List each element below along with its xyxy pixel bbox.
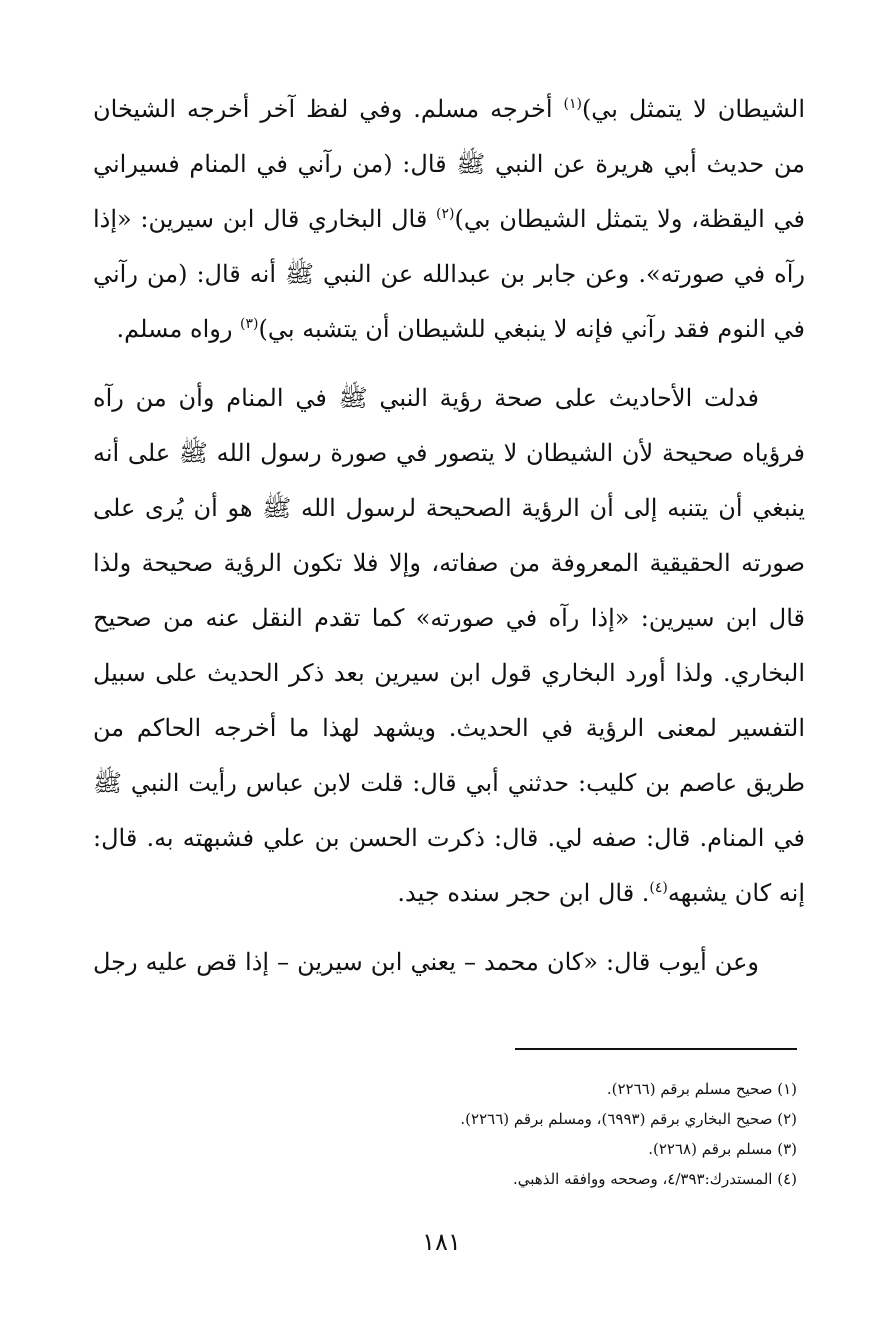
footnotes-list [97, 1074, 797, 1194]
footnote-1: (١) صحيح مسلم برقم (٢٢٦٦). [606, 1080, 797, 1098]
text-segment: فدلت الأحاديث على صحة رؤية النبي ﷺ في المنام وأن من رآه فرؤياه صحيحة لأن الشيطان لا يتصور في صورة رسول الله ﷺ على أنه ينبغي أن يتنبه إلى أن الرؤية الصحيحة لرسول الله ﷺ هو أن يُرى على صورته الحقيقية المعروفة من صفاته، وإلا فلا تكون الرؤية صحيحة ولذا قال ابن سيرين: «إذا رآه في صورته» كما تقدم النقل عنه من صحيح البخاري. ولذا أورد البخاري قول ابن سيرين بعد ذكر الحديث على سبيل التفسير لمعنى الرؤية في الحديث. ويشهد لهذا ما أخرجه الحاكم من طريق عاصم بن كليب: حدثني أبي قال: قلت لابن عباس رأيت النبي ﷺ في المنام. قال: صفه لي. قال: ذكرت الحسن بن علي فشبهته به. قال: إنه كان يشبهه [93, 384, 805, 907]
footnote-ref-2: (٢) [436, 206, 455, 222]
main-text [93, 82, 805, 990]
page-number: ١٨١ [422, 1228, 461, 1256]
text-segment: أخرجه مسلم. وفي لفظ آخر أخرجه الشيخان من حديث أبي هريرة عن النبي ﷺ قال: (من رآني في المنام فسيراني في اليقظة، ولا يتمثل الشيطان بي) [93, 95, 805, 233]
footnote-4: (٤) المستدرك:٤/٣٩٣، وصححه ووافقه الذهبي. [513, 1170, 797, 1188]
footnote-ref-4: (٤) [649, 880, 668, 896]
paragraph-2 [93, 371, 805, 921]
footnote-2: (٢) صحيح البخاري برقم (٦٩٩٣)، ومسلم برقم (٢٢٦٦). [460, 1110, 797, 1128]
text-segment: قال البخاري قال ابن سيرين: «إذا رآه في صورته». وعن جابر بن عبدالله عن النبي ﷺ أنه قال: (من رآني في النوم فقد رآني فإنه لا ينبغي للشيطان أن يتشبه بي) [93, 205, 805, 343]
footnote-ref-1: (١) [563, 96, 582, 112]
paragraph-3 [93, 935, 805, 990]
text-segment: الشيطان لا يتمثل بي) [581, 95, 805, 123]
paragraph-1 [93, 82, 805, 357]
text-segment: رواه مسلم. [116, 315, 241, 343]
text-segment: وعن أيوب قال: «كان محمد – يعني ابن سيرين – إذا قص عليه رجل [93, 948, 759, 976]
footnote-divider [515, 1048, 797, 1050]
text-segment: . قال ابن حجر سنده جيد. [397, 879, 650, 907]
footnote-3: (٣) مسلم برقم (٢٢٦٨). [648, 1140, 797, 1158]
footnote-ref-3: (٣) [240, 316, 259, 332]
